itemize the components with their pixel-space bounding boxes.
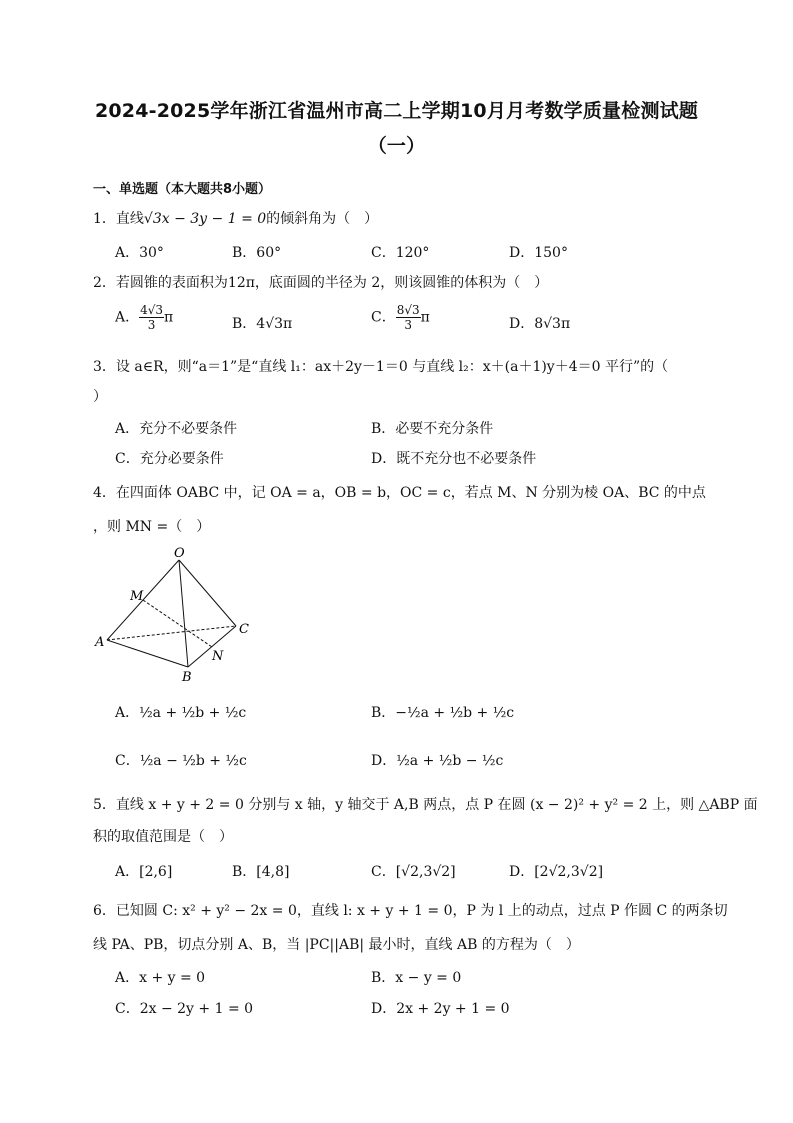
q1-option-d: D．150°: [509, 245, 568, 261]
q6-option-b: B．x − y = 0: [371, 970, 462, 986]
q6-option-d: D．2x + 2y + 1 = 0: [371, 1001, 510, 1017]
q1-option-b: B．60°: [232, 245, 282, 261]
document-title-line1: 2024-2025学年浙江省温州市高二上学期10月月考数学质量检测试题: [94, 100, 699, 122]
question-3-stem-cont: ）: [93, 389, 107, 405]
label-c: C: [239, 622, 249, 637]
q6-option-a: A．x + y = 0: [115, 970, 206, 986]
label-o: O: [174, 546, 185, 561]
edge-ab: [107, 640, 188, 667]
label-a: A: [95, 635, 105, 650]
label-n: N: [212, 649, 224, 664]
edge-ob: [179, 560, 188, 667]
q3-option-b: B．必要不充分条件: [371, 421, 494, 437]
edge-ac-hidden: [107, 626, 236, 640]
q3-option-d: D．既不充分也不必要条件: [371, 451, 537, 467]
q2-option-b: B．4√3π: [232, 316, 293, 332]
question-6-stem-cont: 线 PA、PB，切点分别 A、B，当 |PC||AB| 最小时，直线 AB 的方程为（ ）: [93, 937, 580, 953]
q5-option-c: C．[√2,3√2]: [371, 864, 456, 880]
question-6-stem: 6．已知圆 C: x² + y² − 2x = 0，直线 l: x + y + 1 = 0，P 为 l 上的动点，过点 P 作圆 C 的两条切: [93, 903, 728, 919]
q2-option-a: A． $\frac{4√3}{3}$ π: [115, 303, 174, 332]
q1-equation: √3x − 3y − 1 = 0: [143, 211, 267, 227]
q2-option-d: D．8√3π: [509, 316, 571, 332]
q5-option-d: D．[2√2,3√2]: [509, 864, 604, 880]
q5-option-a: A．[2,6]: [115, 864, 173, 880]
question-4-stem: 4．在四面体 OABC 中，记 OA = a，OB = b，OC = c，若点 M、N 分别为棱 OA、BC 的中点: [93, 485, 706, 501]
q1-option-a: A．30°: [115, 245, 164, 261]
q3-option-c: C．充分必要条件: [115, 451, 224, 467]
section-heading: 一、单选题（本大题共8小题）: [93, 182, 272, 197]
label-b: B: [182, 670, 192, 683]
q5-option-b: B．[4,8]: [232, 864, 290, 880]
edge-oc: [179, 560, 236, 626]
q4-option-a: A．½a + ½b + ½c: [115, 705, 247, 721]
label-m: M: [130, 589, 144, 604]
question-5-stem-cont: 积的取值范围是（ ）: [93, 829, 233, 845]
q4-option-b: B．−½a + ½b + ½c: [371, 705, 515, 721]
q6-option-c: C．2x − 2y + 1 = 0: [115, 1001, 254, 1017]
document-title-line2: （一）: [367, 135, 426, 157]
q1-option-c: C．120°: [371, 245, 430, 261]
question-2-stem: 2．若圆锥的表面积为12π，底面圆的半径为 2，则该圆锥的体积为（ ）: [93, 275, 549, 291]
q4-option-d: D．½a + ½b − ½c: [371, 753, 504, 769]
q4-option-c: C．½a − ½b + ½c: [115, 753, 247, 769]
q2-option-c: C． $\frac{8√3}{3}$ π: [371, 303, 430, 332]
segment-mn: [143, 600, 212, 647]
q3-option-a: A．充分不必要条件: [115, 421, 238, 437]
question-5-stem: 5．直线 x + y + 2 = 0 分别与 x 轴，y 轴交于 A,B 两点，点 P 在圆 (x − 2)² + y² = 2 上，则 △ABP 面: [93, 797, 758, 813]
question-1-stem: 1．直线√3x − 3y − 1 = 0的倾斜角为（ ）: [93, 211, 379, 227]
question-3-stem: 3．设 a∈R，则“a＝1”是“直线 l₁：ax＋2y－1＝0 与直线 l₂：x＋(a＋1)y＋4＝0 平行”的（: [93, 359, 669, 375]
tetrahedron-figure: [92, 543, 262, 683]
question-4-stem-cont: ，则 MN =（ ）: [93, 519, 211, 535]
